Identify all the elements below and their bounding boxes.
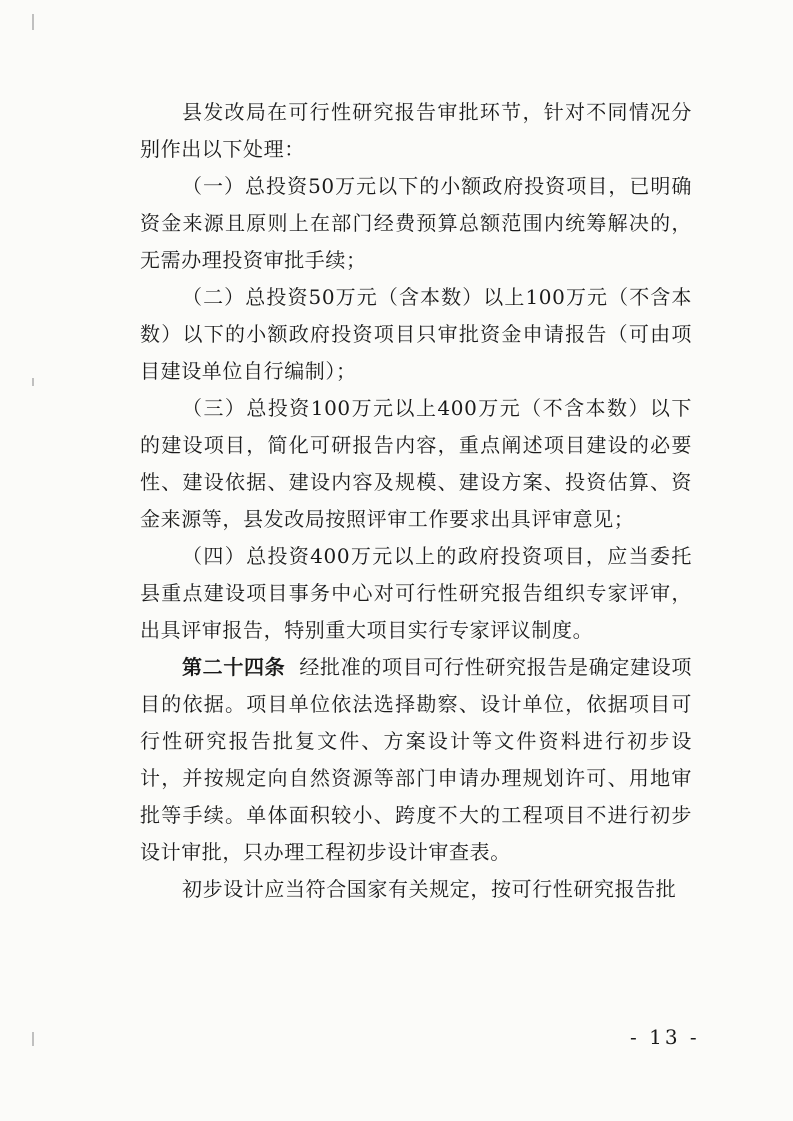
paragraph-text: （一）总投资50万元以下的小额政府投资项目，已明确资金来源且原则上在部门经费预算总额范围内统筹解决的，无需办理投资审批手续； <box>140 174 692 272</box>
paragraph-item-1 <box>140 168 692 279</box>
scan-binding-mark <box>32 14 34 30</box>
paragraph-item-4 <box>140 538 692 649</box>
paragraph-intro <box>140 94 692 168</box>
page-number: - 13 - <box>630 1025 700 1049</box>
paragraph-text: 初步设计应当符合国家有关规定，按可行性研究报告批 <box>182 877 677 901</box>
paragraph-text: （二）总投资50万元（含本数）以上100万元（不含本数）以下的小额政府投资项目只审批资金申请报告（可由项目建设单位自行编制）； <box>140 285 692 383</box>
document-body <box>140 94 692 908</box>
paragraph-article-24 <box>140 649 692 871</box>
scan-binding-mark <box>32 378 34 386</box>
paragraph-text: 县发改局在可行性研究报告审批环节，针对不同情况分别作出以下处理： <box>140 100 692 161</box>
article-number: 第二十四条 <box>182 655 286 679</box>
paragraph-text: （三）总投资100万元以上400万元（不含本数）以下的建设项目，简化可研报告内容，重点阐述项目建设的必要性、建设依据、建设内容及规模、建设方案、投资估算、资金来源等，县发改局按照评审工作要求出具评审意见； <box>140 396 692 531</box>
paragraph-text: 经批准的项目可行性研究报告是确定建设项目的依据。项目单位依法选择勘察、设计单位，依据项目可行性研究报告批复文件、方案设计等文件资料进行初步设计，并按规定向自然资源等部门申请办理规划许可、用地审批等手续。单体面积较小、跨度不大的工程项目不进行初步设计审批，只办理工程初步设计审查表。 <box>140 655 693 864</box>
scan-binding-mark <box>32 1032 34 1046</box>
paragraph-item-2 <box>140 279 692 390</box>
paragraph-item-3 <box>140 390 692 538</box>
paragraph-preliminary-design <box>140 871 692 908</box>
paragraph-text: （四）总投资400万元以上的政府投资项目，应当委托县重点建设项目事务中心对可行性研究报告组织专家评审，出具评审报告，特别重大项目实行专家评议制度。 <box>140 544 692 642</box>
